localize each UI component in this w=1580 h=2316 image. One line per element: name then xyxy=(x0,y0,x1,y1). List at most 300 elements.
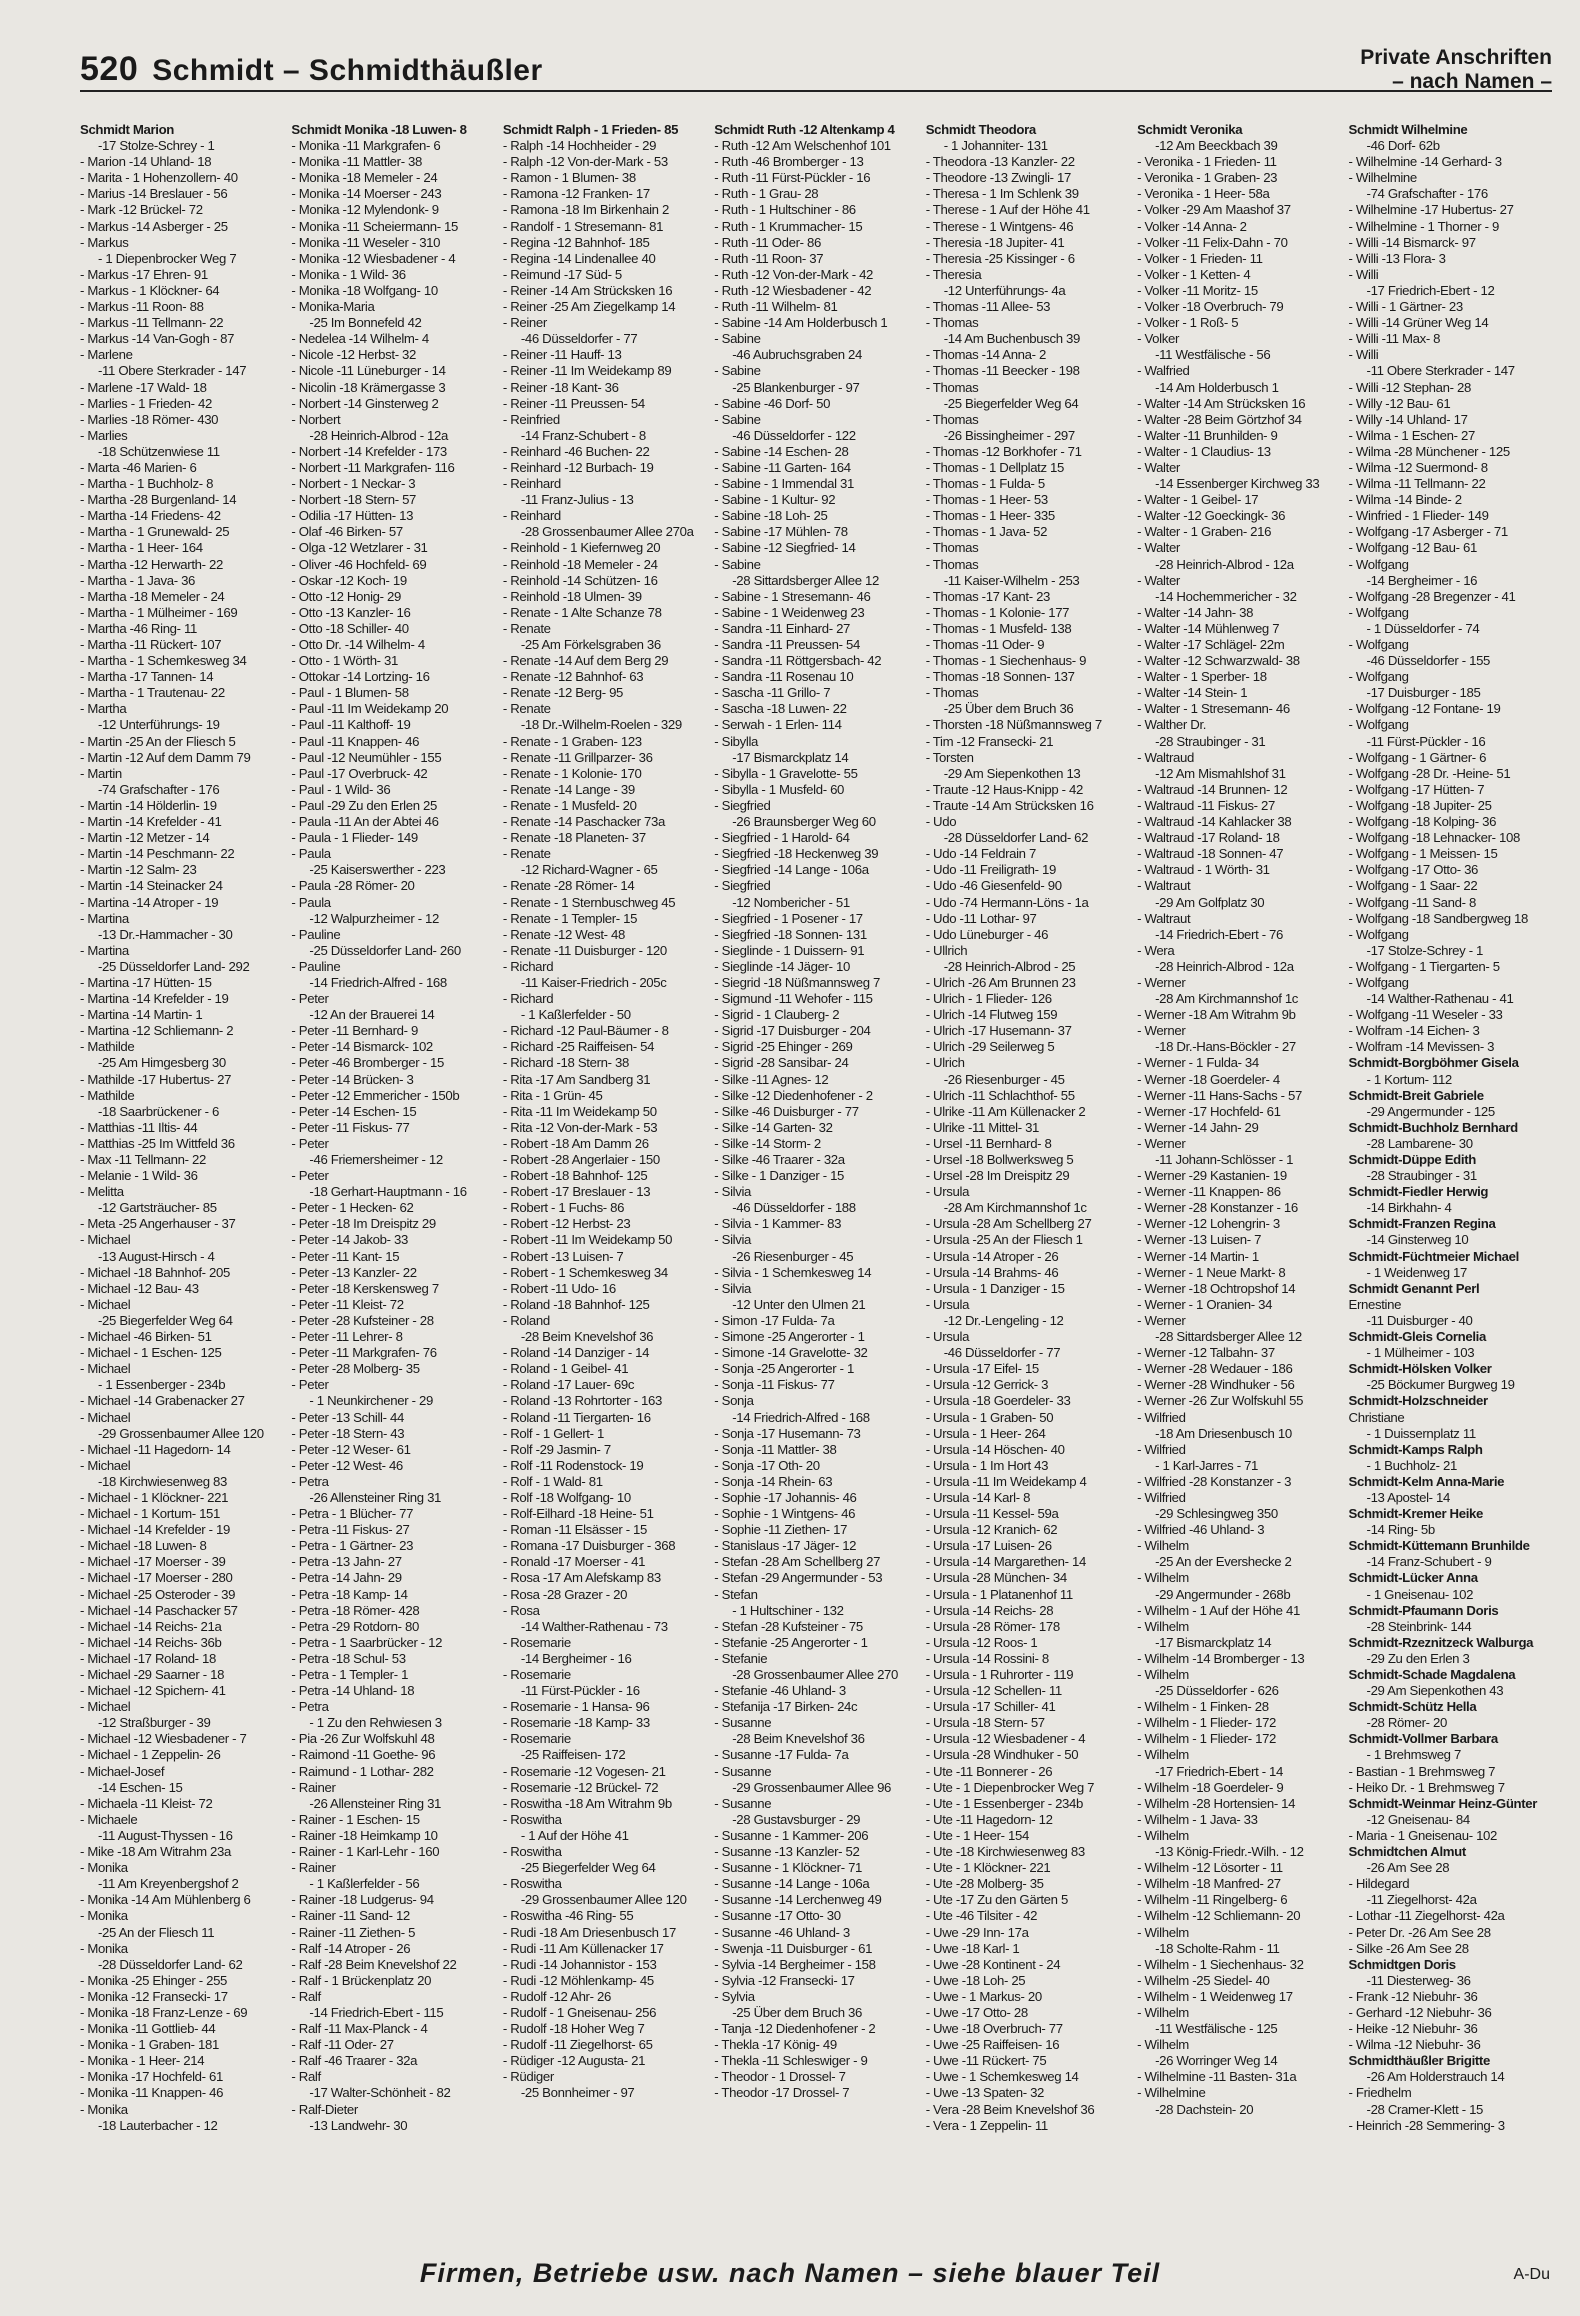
listing-entry: - Torsten xyxy=(925,749,974,765)
listing-entry: - Peter -18 Kerskensweg 7 xyxy=(291,1280,439,1296)
listing-entry: - Monika -17 Hochfeld- 61 xyxy=(80,2069,223,2085)
listing-entry: - Siegfried xyxy=(714,797,771,813)
listing-entry: -12 Walpurzheimer - 12 xyxy=(309,910,440,926)
listing-entry: - Rita - 1 Grün- 45 xyxy=(502,1087,603,1103)
listing-entry: - Wolfgang -17 Otto- 36 xyxy=(1348,862,1479,878)
listing-entry: - Martina -14 Krefelder - 19 xyxy=(80,991,229,1007)
listing-entry: - Werner -18 Am Witrahm 9b xyxy=(1137,1007,1296,1023)
listing-entry: - Willi -11 Max- 8 xyxy=(1348,331,1441,347)
listing-entry: - Reinhold -18 Memeler - 24 xyxy=(502,556,658,572)
page-header xyxy=(80,50,543,89)
listing-entry: - Michael -14 Paschacker 57 xyxy=(80,1602,238,1618)
listing-entry: - Michael -17 Roland- 18 xyxy=(80,1650,216,1666)
listing-entry: - Reiner -11 Hauff- 13 xyxy=(502,347,622,363)
listing-entry: - Siegfried xyxy=(714,878,771,894)
listing-entry: - Thomas - 1 Heer- 53 xyxy=(925,492,1048,508)
listing-entry: - Paula -28 Römer- 20 xyxy=(291,878,415,894)
listing-entry: - Martha -11 Rückert- 107 xyxy=(80,637,222,652)
listing-entry: - Walter -17 Schlägel- 22m xyxy=(1137,637,1285,652)
listing-entry: -25 Biegerfelder Weg 64 xyxy=(98,1312,233,1328)
listing-entry: - Tanja -12 Diedenhofener - 2 xyxy=(714,2021,876,2037)
listing-entry: -13 König-Friedr.-Wilh. - 12 xyxy=(1155,1844,1304,1860)
listing-entry: - Ulrike -11 Am Küllenacker 2 xyxy=(925,1103,1086,1119)
listing-entry: - Sonja -17 Husemann- 73 xyxy=(714,1425,861,1441)
listing-entry: -25 Biegerfelder Weg 64 xyxy=(520,1860,656,1876)
listing-entry: - Martha -12 Herwarth- 22 xyxy=(80,556,223,572)
listing-entry: - Stefanija -17 Birken- 24c xyxy=(714,1699,858,1715)
listing-entry: -17 Bismarckplatz 14 xyxy=(732,749,849,765)
listing-entry: Schmidt-Düppe Edith xyxy=(1348,1152,1476,1167)
listing-entry: - Paul -11 Im Weidekamp 20 xyxy=(291,701,449,717)
listing-entry: - Romana -17 Duisburger - 368 xyxy=(502,1538,676,1554)
listing-entry: - Ruth -11 Oder- 86 xyxy=(714,234,821,250)
listing-entry: - Ursula -14 Rossini- 8 xyxy=(925,1650,1049,1666)
listing-entry: -74 Grafschafter - 176 xyxy=(1366,186,1488,202)
listing-entry: Schmidt Ruth -12 Altenkamp 4 xyxy=(714,122,895,137)
listing-entry: -29 Am Siepenkothen 43 xyxy=(1366,1683,1504,1699)
listing-entry: - Sabine -17 Mühlen- 78 xyxy=(714,524,848,540)
listing-entry: - Marius -14 Breslauer - 56 xyxy=(80,186,228,202)
listing-entry: -17 Stolze-Schrey - 1 xyxy=(98,138,215,154)
listing-entry: -28 Am Kirchmannshof 1c xyxy=(943,1200,1087,1216)
listing-entry: - Renate -18 Planeten- 37 xyxy=(502,830,646,846)
listing-entry: - Martina -14 Martin- 1 xyxy=(80,1007,203,1023)
listing-entry: - Werner -28 Konstanzer - 16 xyxy=(1137,1200,1298,1216)
listing-entry: - Waltraud -14 Brunnen- 12 xyxy=(1137,781,1288,797)
listing-entry: - Willi xyxy=(1348,347,1379,363)
listing-entry: - Norbert -11 Markgrafen- 116 xyxy=(291,459,455,475)
listing-entry: - Michael -25 Osteroder - 39 xyxy=(80,1586,236,1602)
section-header xyxy=(1360,46,1552,94)
listing-entry: - Robert -18 Bahnhof- 125 xyxy=(502,1168,648,1184)
listing-entry: - Ottokar -14 Lortzing- 16 xyxy=(291,669,430,685)
listing-entry: - Stefan -29 Angermunder - 53 xyxy=(714,1570,883,1586)
listing-entry: -26 Braunsberger Weg 60 xyxy=(732,814,876,830)
listing-entry: -26 Allensteiner Ring 31 xyxy=(309,1795,442,1811)
listing-entry: -12 Unterführungs- 4a xyxy=(943,282,1066,298)
listing-entry: -11 Kaiser-Wilhelm - 253 xyxy=(943,572,1080,588)
listing-entry: - Wilhelm - 1 Weidenweg 17 xyxy=(1137,1988,1293,2004)
listing-entry: Schmidt-Schütz Hella xyxy=(1348,1699,1477,1715)
listing-entry: - Walter xyxy=(1137,540,1180,556)
listing-entry: - Wilhelm xyxy=(1137,1747,1189,1763)
listing-entry: - Michael - 1 Klöckner- 221 xyxy=(80,1489,229,1505)
listing-entry: - Winfried - 1 Flieder- 149 xyxy=(1348,508,1489,524)
listing-entry: - Simone -14 Gravelotte- 32 xyxy=(714,1345,868,1361)
listing-entry: - Wilfried -28 Konstanzer - 3 xyxy=(1137,1473,1292,1489)
listing-entry: -46 Dorf- 62b xyxy=(1366,138,1440,154)
header-rule xyxy=(80,90,1552,92)
listing-entry: - Ursula - 1 Graben- 50 xyxy=(925,1409,1054,1425)
listing-entry: - Wolfgang -12 Fontane- 19 xyxy=(1348,701,1501,717)
listing-entry: - Michaele xyxy=(80,1811,138,1827)
listing-entry: - Reinhard -12 Burbach- 19 xyxy=(502,459,654,475)
listing-entry: - Volker -18 Overbruch- 79 xyxy=(1137,299,1284,315)
listing-entry: - Sophie -17 Johannis- 46 xyxy=(714,1489,857,1505)
listing-entry: - Rudolf -18 Hoher Weg 7 xyxy=(502,2021,645,2037)
listing-entry: - Volker -11 Felix-Dahn - 70 xyxy=(1137,234,1288,250)
listing-entry: - Silvia - 1 Kammer- 83 xyxy=(714,1216,842,1232)
listing-entry: - Ursula -14 Atroper - 26 xyxy=(925,1248,1059,1264)
listing-entry: - Uwe -25 Raiffeisen- 16 xyxy=(925,2037,1060,2053)
listing-entry: - Marlies -18 Römer- 430 xyxy=(80,411,219,427)
listing-entry: - Walter xyxy=(1137,572,1180,588)
listing-entry: - Roswitha -46 Ring- 55 xyxy=(502,1908,634,1924)
listing-entry: Schmidthäußler Brigitte xyxy=(1348,2053,1490,2069)
listing-entry: - Therese - 1 Wintgens- 46 xyxy=(925,218,1074,234)
listing-entry: - Uwe -18 Loh- 25 xyxy=(925,1972,1026,1988)
listing-entry: -29 Angermunder - 125 xyxy=(1366,1103,1495,1119)
listing-entry: - Michaela -11 Kleist- 72 xyxy=(80,1795,213,1811)
listing-entry: - 1 Johanniter- 131 xyxy=(943,138,1048,154)
listing-entry: - Wilma -28 Münchener - 125 xyxy=(1348,443,1510,459)
listing-entry: -46 Düsseldorfer - 77 xyxy=(520,331,638,347)
listing-entry: - Wilhelm -14 Bromberger - 13 xyxy=(1137,1650,1305,1666)
listing-entry: - Markus - 1 Klöckner- 64 xyxy=(80,282,220,298)
listing-entry: - Rita -11 Im Weidekamp 50 xyxy=(502,1103,657,1119)
listing-entry: - Sascha -11 Grillo- 7 xyxy=(714,685,831,701)
listing-entry: - Werner -13 Luisen- 7 xyxy=(1137,1232,1262,1248)
listing-entry: - Ursel -28 Im Dreispitz 29 xyxy=(925,1168,1070,1184)
listing-entry: - Monika -11 Weseler - 310 xyxy=(291,234,441,250)
listing-entry: - Olga -12 Wetzlarer - 31 xyxy=(291,540,428,556)
listing-entry: - Rosa -17 Am Alefskamp 83 xyxy=(502,1570,661,1586)
listing-entry: - Matthias -25 Im Wittfeld 36 xyxy=(80,1135,235,1151)
listing-entry: - Wilhelm -18 Manfred- 27 xyxy=(1137,1876,1281,1892)
listing-entry: Schmidt-Schade Magdalena xyxy=(1348,1667,1516,1682)
listing-entry: - Michael xyxy=(80,1699,131,1715)
listing-entry: -29 Am Golfplatz 30 xyxy=(1155,894,1265,910)
listing-entry: - Mathilde xyxy=(80,1087,135,1103)
listing-entry: - Ulrich -14 Flutweg 159 xyxy=(925,1007,1058,1023)
listing-entry: - Ursula - 1 Platanenhof 11 xyxy=(925,1586,1073,1602)
listing-entry: -11 August-Thyssen - 16 xyxy=(98,1827,233,1843)
listing-entry: - Norbert xyxy=(291,411,341,427)
listing-entry: - Michael -12 Bau- 43 xyxy=(80,1280,199,1296)
listing-entry: - Ralf - 1 Brückenplatz 20 xyxy=(291,1972,432,1988)
listing-entry: - Renate - 1 Kolonie- 170 xyxy=(502,765,642,781)
listing-entry: -29 Grossenbaumer Allee 120 xyxy=(98,1425,264,1441)
listing-entry: - Ulrich - 1 Flieder- 126 xyxy=(925,991,1052,1007)
listing-entry: - Ralf xyxy=(291,2069,321,2085)
listing-entry: - Uwe - 1 Schemkesweg 14 xyxy=(925,2069,1079,2085)
listing-entry: -18 Saarbrückener - 6 xyxy=(98,1103,219,1119)
listing-entry: - Paula xyxy=(291,894,331,910)
listing-entry: - Norbert - 1 Neckar- 3 xyxy=(291,476,416,492)
listing-entry: - Traute -14 Am Strücksken 16 xyxy=(925,797,1094,813)
listing-entry: Schmidtchen Almut xyxy=(1348,1844,1466,1860)
listing-entry: - Volker - 1 Ketten- 4 xyxy=(1137,266,1251,282)
listing-entry: -28 Heinrich-Albrod - 25 xyxy=(943,958,1076,974)
listing-entry: - Veronika - 1 Frieden- 11 xyxy=(1137,154,1277,170)
listing-entry: - Heinrich -28 Semmering- 3 xyxy=(1348,2117,1505,2133)
listing-entry: - Ursula -28 Windhuker - 50 xyxy=(925,1747,1079,1763)
listing-entry: - Ursula -18 Goerdeler- 33 xyxy=(925,1393,1071,1409)
listing-entry: - Peter -13 Kanzler- 22 xyxy=(291,1264,417,1280)
listing-entry: -28 Heinrich-Albrod - 12a xyxy=(1155,958,1294,974)
listing-entry: - Michael xyxy=(80,1409,131,1425)
listing-entry: Schmidt-Hölsken Volker xyxy=(1348,1361,1492,1377)
listing-entry: - Wilhelmine - 1 Thorner - 9 xyxy=(1348,218,1499,234)
listing-entry: - Thorsten -18 Nüßmannsweg 7 xyxy=(925,717,1102,733)
listing-entry: - Walter -14 Mühlenweg 7 xyxy=(1137,620,1280,636)
listing-entry: - Wilhelm xyxy=(1137,2037,1189,2053)
listing-entry: - Therese - 1 Auf der Höhe 41 xyxy=(925,202,1090,218)
listing-entry: - Walther Dr. xyxy=(1137,717,1207,733)
listing-entry: - Sabine xyxy=(714,411,761,427)
listing-entry: - Otto - 1 Wörth- 31 xyxy=(291,653,399,669)
listing-entry: - Michael -14 Reichs- 21a xyxy=(80,1618,222,1634)
listing-entry: - Thomas -11 Oder- 9 xyxy=(925,637,1045,652)
listing-entry: - Michael xyxy=(80,1361,131,1377)
listing-entry: - Rainer - 1 Eschen- 15 xyxy=(291,1811,420,1827)
listing-entry: -17 Walter-Schönheit - 82 xyxy=(309,2085,451,2101)
listing-entry: - Martina -12 Schliemann- 2 xyxy=(80,1023,234,1039)
listing-entry: - Willi -12 Stephan- 28 xyxy=(1348,379,1471,395)
listing-entry: - Peter -11 Bernhard- 9 xyxy=(291,1023,418,1039)
listing-entry: - 1 Hultschiner - 132 xyxy=(732,1602,844,1618)
listing-entry: - Walter - 1 Stresemann- 46 xyxy=(1137,701,1290,717)
listing-entry: - Thomas -12 Borkhofer - 71 xyxy=(925,443,1082,459)
listing-entry: - Michael -12 Spichern- 41 xyxy=(80,1683,226,1699)
listing-entry: - Ursula - 1 Im Hort 43 xyxy=(925,1457,1049,1473)
listing-entry: - Peter -28 Molberg- 35 xyxy=(291,1361,420,1377)
listing-entry: -25 Im Bonnefeld 42 xyxy=(309,315,422,331)
listing-entry: - Wilhelm - 1 Flieder- 172 xyxy=(1137,1715,1277,1731)
listing-entry: - Ruth -46 Bromberger - 13 xyxy=(714,154,864,170)
listing-entry: - Theresia -18 Jupiter- 41 xyxy=(925,234,1065,250)
listing-entry: Schmidt Veronika xyxy=(1137,122,1243,137)
section-title: Private Anschriften xyxy=(1360,46,1552,69)
listing-entry: - Michael xyxy=(80,1457,131,1473)
listing-entry: - Roswitha xyxy=(502,1811,562,1827)
listing-entry: - Walter -12 Goeckingk- 36 xyxy=(1137,508,1286,524)
listing-column-7 xyxy=(1349,122,1556,2230)
listing-entry: - Martina xyxy=(80,942,129,958)
listing-entry: - Werner xyxy=(1137,1023,1186,1039)
listing-entry: - Marlene xyxy=(80,347,133,363)
listing-entry: - Monika -12 Mylendonk- 9 xyxy=(291,202,439,218)
listing-entry: - Werner - 1 Fulda- 34 xyxy=(1137,1055,1259,1071)
listing-entry: -13 Dr.-Hammacher - 30 xyxy=(98,926,233,942)
listing-column-5 xyxy=(926,122,1133,2230)
listing-entry: - Rita -12 Von-der-Mark - 53 xyxy=(502,1119,658,1135)
listing-entry: - Michael xyxy=(80,1296,131,1312)
listing-entry: - Roland -17 Lauer- 69c xyxy=(502,1377,635,1393)
listing-entry: - Paul -17 Overbruck- 42 xyxy=(291,765,428,781)
listing-entry: Schmidt Genannt Perl xyxy=(1348,1280,1480,1296)
listing-entry: - Udo -11 Lothar- 97 xyxy=(925,910,1037,926)
listing-entry: Ernestine xyxy=(1348,1296,1402,1312)
listing-entry: - Ursula - 1 Ruhrorter - 119 xyxy=(925,1667,1074,1682)
listing-entry: - Wilhelm xyxy=(1137,1827,1189,1843)
listing-entry: - Frank -12 Niebuhr- 36 xyxy=(1348,1988,1478,2004)
listing-entry: -11 Obere Sterkrader - 147 xyxy=(1366,363,1515,379)
listing-entry: - Richard xyxy=(502,991,554,1007)
listing-entry: - Rolf -18 Wolfgang- 10 xyxy=(502,1489,631,1505)
listing-entry: - Monika xyxy=(80,2101,128,2117)
listing-entry: - Markus -17 Ehren- 91 xyxy=(80,266,208,282)
listing-entry: - Ute -18 Kirchwiesenweg 83 xyxy=(925,1844,1085,1860)
listing-entry: - Uwe -18 Overbruch- 77 xyxy=(925,2021,1063,2037)
listing-entry: - Peter xyxy=(291,1135,329,1151)
listing-entry: - Wolfgang - 1 Gärtner- 6 xyxy=(1348,749,1487,765)
listing-entry: -25 Düsseldorfer - 626 xyxy=(1155,1683,1279,1699)
listing-entry: - Willi - 1 Gärtner- 23 xyxy=(1348,299,1463,315)
listing-entry: - Ursula -28 Römer- 178 xyxy=(925,1618,1060,1634)
listing-entry: -28 Straubinger - 31 xyxy=(1155,733,1266,749)
listing-entry: - Rosemarie xyxy=(502,1731,571,1747)
listing-entry: - Oliver -46 Hochfeld- 69 xyxy=(291,556,427,572)
listing-entry: - Theodor -17 Drossel- 7 xyxy=(714,2085,850,2101)
listing-entry: - Robert -11 Udo- 16 xyxy=(502,1280,616,1296)
listing-entry: - Volker -29 Am Maashof 37 xyxy=(1137,202,1291,218)
listing-entry: - 1 Brehmsweg 7 xyxy=(1366,1747,1461,1763)
listing-column-3 xyxy=(503,122,710,2230)
listing-entry: - Martin -12 Salm- 23 xyxy=(80,862,197,878)
listing-entry: -25 Düsseldorfer Land- 260 xyxy=(309,942,461,958)
listing-entry: - Ursula -12 Wiesbadener - 4 xyxy=(925,1731,1086,1747)
listing-entry: - Walter - 1 Geibel- 17 xyxy=(1137,492,1259,508)
listing-entry: - Ralf -46 Traarer - 32a xyxy=(291,2053,418,2069)
listing-entry: - Werner -18 Ochtropshof 14 xyxy=(1137,1280,1296,1296)
listing-entry: - Ramona -12 Franken- 17 xyxy=(502,186,650,202)
listing-entry: -28 Heinrich-Albrod - 12a xyxy=(1155,556,1294,572)
listing-entry: - Ulrich -29 Seilerweg 5 xyxy=(925,1039,1055,1055)
listing-entry: - Sabine - 1 Immendal 31 xyxy=(714,476,854,492)
listing-entry: - Willy -12 Bau- 61 xyxy=(1348,395,1451,411)
listing-entry: - Peter -11 Lehrer- 8 xyxy=(291,1329,403,1345)
listing-entry: - Susanne xyxy=(714,1763,772,1779)
listing-entry: -28 Grossenbaumer Allee 270 xyxy=(732,1667,899,1682)
listing-entry: - Robert -18 Am Damm 26 xyxy=(502,1135,649,1151)
listing-entry: - Petra -11 Fiskus- 27 xyxy=(291,1522,410,1538)
listing-entry: - Thomas xyxy=(925,556,979,572)
listing-entry: Schmidt Wilhelmine xyxy=(1348,122,1468,137)
listing-entry: -13 Landwehr- 30 xyxy=(309,2117,408,2133)
listing-entry: - Martha -14 Friedens- 42 xyxy=(80,508,221,524)
listing-entry: Schmidt-Weinmar Heinz-Günter xyxy=(1348,1795,1538,1811)
listing-entry: - Silke -14 Garten- 32 xyxy=(714,1119,833,1135)
page-number: 520 xyxy=(80,50,139,88)
listing-entry: -11 Kaiser-Friedrich - 205c xyxy=(520,974,667,990)
listing-entry: - Wilma -14 Binde- 2 xyxy=(1348,492,1462,508)
listing-entry: - Ursula xyxy=(925,1184,970,1200)
listing-entry: Schmidt-Franzen Regina xyxy=(1348,1216,1496,1232)
listing-entry: - Walter - 1 Sperber- 18 xyxy=(1137,669,1267,685)
listing-entry: - Lothar -11 Ziegelhorst- 42a xyxy=(1348,1908,1505,1924)
listing-entry: - Simon -17 Fulda- 7a xyxy=(714,1312,835,1328)
listing-entry: - Renate -14 Lange - 39 xyxy=(502,781,635,797)
listing-entry: - Werner - 1 Neue Markt- 8 xyxy=(1137,1264,1286,1280)
listing-entry: - Sascha -18 Luwen- 22 xyxy=(714,701,847,717)
listing-entry: - Martha -17 Tannen- 14 xyxy=(80,669,214,685)
listing-entry: -14 Ginsterweg 10 xyxy=(1366,1232,1469,1248)
listing-entry: - Monika -11 Scheiermann- 15 xyxy=(291,218,459,234)
listing-entry: - Wolfgang -18 Jupiter- 25 xyxy=(1348,797,1492,813)
listing-entry: - Werner -11 Hans-Sachs - 57 xyxy=(1137,1087,1302,1103)
listing-entry: Schmidt-Kelm Anna-Marie xyxy=(1348,1473,1505,1489)
listing-entry: - Silke -12 Diedenhofener - 2 xyxy=(714,1087,873,1103)
listing-entry: - Susanne -14 Lange - 106a xyxy=(714,1876,870,1892)
listing-entry: - Peter -11 Kant- 15 xyxy=(291,1248,400,1264)
listing-entry: - Wilhelm - 1 Finken- 28 xyxy=(1137,1699,1269,1715)
listing-entry: - Monika -18 Franz-Lenze - 69 xyxy=(80,2004,248,2020)
listing-entry: - 1 Karl-Jarres - 71 xyxy=(1155,1457,1259,1473)
listing-entry: - Siegfried - 1 Posener - 17 xyxy=(714,910,863,926)
listing-entry: - Rita -17 Am Sandberg 31 xyxy=(502,1071,651,1087)
listing-entry: - Ursula -14 Karl- 8 xyxy=(925,1489,1031,1505)
listing-entry: - Rudolf -11 Ziegelhorst- 65 xyxy=(502,2037,653,2053)
listing-entry: - Sigmund -11 Wehofer - 115 xyxy=(714,991,873,1007)
listing-entry: - Walter -14 Stein- 1 xyxy=(1137,685,1248,701)
listing-entry: - Renate -12 West- 48 xyxy=(502,926,625,942)
listing-entry: - Wolfgang xyxy=(1348,717,1409,733)
listing-entry: - Renate -14 Auf dem Berg 29 xyxy=(502,653,669,669)
listing-entry: -14 Bergheimer - 16 xyxy=(520,1650,632,1666)
listing-entry: - Martin -14 Krefelder - 41 xyxy=(80,814,222,830)
listing-entry: - Paul - 1 Wild- 36 xyxy=(291,781,391,797)
listing-entry: - Max -11 Tellmann- 22 xyxy=(80,1152,206,1167)
listing-entry: -13 Apostel- 14 xyxy=(1366,1489,1450,1505)
listing-entry: -26 Bissingheimer - 297 xyxy=(943,427,1075,443)
listing-entry: -29 Zu den Erlen 3 xyxy=(1366,1650,1470,1666)
listing-entry: Schmidt-Gleis Cornelia xyxy=(1348,1329,1486,1345)
listing-entry: -29 Am Siepenkothen 13 xyxy=(943,765,1081,781)
listing-entry: - Mathilde -17 Hubertus- 27 xyxy=(80,1071,232,1087)
listing-entry: - Ursula xyxy=(925,1296,970,1312)
listing-entry: - 1 Zu den Rehwiesen 3 xyxy=(309,1715,442,1731)
listing-entry: - Monika -11 Knappen- 46 xyxy=(80,2085,224,2101)
listing-entry: - Rainer - 1 Karl-Lehr - 160 xyxy=(291,1844,440,1860)
listing-entry: - Thomas -11 Allee- 53 xyxy=(925,299,1051,315)
listing-entry: Schmidt-Füchtmeier Michael xyxy=(1348,1248,1519,1264)
listing-entry: - Wilhelm xyxy=(1137,1538,1189,1554)
listing-entry: - Richard xyxy=(502,958,554,974)
listing-entry: - Monika -11 Gottlieb- 44 xyxy=(80,2021,216,2037)
listing-entry: - Ruth -12 Von-der-Mark - 42 xyxy=(714,266,874,282)
listing-entry: - Ursula -14 Reichs- 28 xyxy=(925,1602,1054,1618)
listing-entry: - Stefan xyxy=(714,1586,758,1602)
listing-entry: - Pauline xyxy=(291,926,341,942)
listing-entry: - Wilma -12 Niebuhr- 36 xyxy=(1348,2037,1481,2053)
listing-entry: - Ronald -17 Moerser - 41 xyxy=(502,1554,646,1570)
listing-entry: - Werner -28 Windhuker - 56 xyxy=(1137,1377,1295,1393)
listing-entry: -26 Riesenburger - 45 xyxy=(943,1071,1065,1087)
listing-entry: - Udo Lüneburger - 46 xyxy=(925,926,1049,942)
listing-entry: - Markus xyxy=(80,234,129,250)
listing-entry: - Roland -13 Rohrtorter - 163 xyxy=(502,1393,663,1409)
listing-entry: - Werner -17 Hochfeld- 61 xyxy=(1137,1103,1281,1119)
listing-entry: - Wolfgang xyxy=(1348,926,1409,942)
listing-entry: - Silvia - 1 Schemkesweg 14 xyxy=(714,1264,872,1280)
listing-entry: - Rudolf - 1 Gneisenau- 256 xyxy=(502,2004,657,2020)
listing-entry: -46 Düsseldorfer - 155 xyxy=(1366,653,1491,669)
listing-entry: - Wolfgang -11 Weseler - 33 xyxy=(1348,1007,1503,1023)
listing-entry: - Thomas - 1 Siechenhaus- 9 xyxy=(925,653,1087,669)
listing-entry: - Sibylla - 1 Musfeld- 60 xyxy=(714,781,845,797)
listing-entry: -28 Steinbrink- 144 xyxy=(1366,1618,1472,1634)
listing-entry: - Thomas -17 Kant- 23 xyxy=(925,588,1051,604)
listing-entry: - Udo -14 Feldrain 7 xyxy=(925,846,1036,862)
listing-entry: -25 Über dem Bruch 36 xyxy=(943,701,1074,717)
listing-entry: - Rolf - 1 Gellert- 1 xyxy=(502,1425,604,1441)
listing-entry: - Reinhard -46 Buchen- 22 xyxy=(502,443,650,459)
listing-entry: - 1 Düsseldorfer - 74 xyxy=(1366,620,1480,636)
listing-entry: - Reinhold -14 Schützen- 16 xyxy=(502,572,658,588)
listing-entry: - Richard -18 Stern- 38 xyxy=(502,1055,629,1071)
listing-entry: - Rudi -18 Am Driesenbusch 17 xyxy=(502,1924,676,1940)
